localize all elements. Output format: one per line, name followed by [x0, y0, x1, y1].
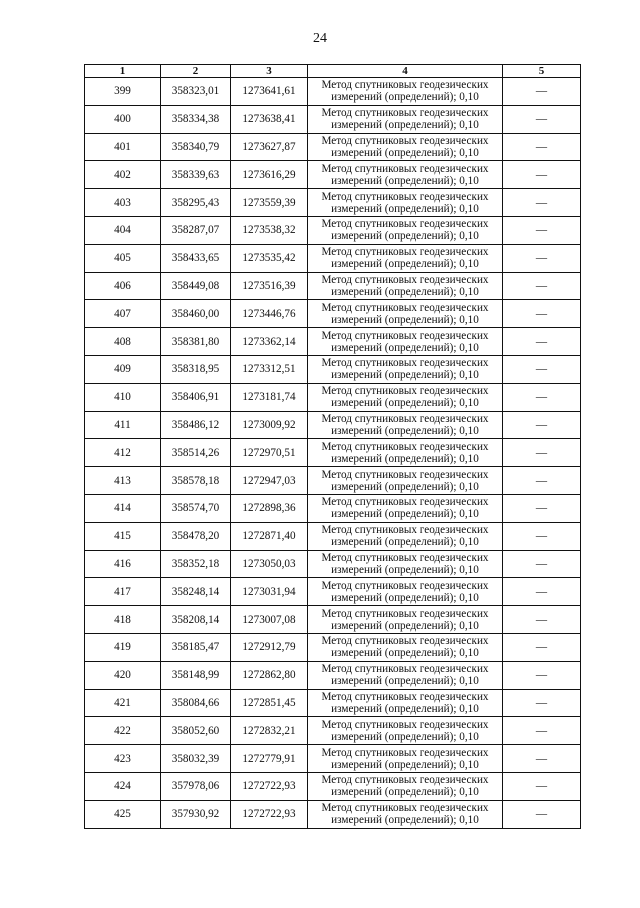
method-cell [308, 161, 503, 189]
note-cell: — [503, 661, 581, 689]
method-line-2: измерений (определений); 0,10 [331, 174, 479, 187]
x-coordinate-cell: 358295,43 [161, 189, 231, 217]
note-cell: — [503, 355, 581, 383]
x-coordinate-cell: 357978,06 [161, 772, 231, 800]
method-line-2: измерений (определений); 0,10 [331, 258, 479, 271]
table-row [85, 411, 581, 439]
x-coordinate-cell: 358449,08 [161, 272, 231, 300]
table-body [85, 78, 581, 829]
y-coordinate-cell: 1272722,93 [231, 772, 308, 800]
note-cell: — [503, 216, 581, 244]
note-cell: — [503, 439, 581, 467]
table-row [85, 467, 581, 495]
method-line-2: измерений (определений); 0,10 [331, 619, 479, 632]
note-cell: — [503, 105, 581, 133]
note-cell: — [503, 606, 581, 634]
method-line-2: измерений (определений); 0,10 [331, 452, 479, 465]
note-cell: — [503, 550, 581, 578]
note-cell: — [503, 578, 581, 606]
y-coordinate-cell: 1273007,08 [231, 606, 308, 634]
method-line-1: Метод спутниковых геодезических [321, 746, 489, 759]
method-line-1: Метод спутниковых геодезических [321, 579, 489, 592]
method-line-2: измерений (определений); 0,10 [331, 591, 479, 604]
y-coordinate-cell: 1272851,45 [231, 689, 308, 717]
table-row [85, 800, 581, 828]
point-number-cell: 409 [85, 355, 161, 383]
x-coordinate-cell: 358323,01 [161, 78, 231, 106]
method-line-1: Метод спутниковых геодезических [321, 79, 489, 92]
y-coordinate-cell: 1273516,39 [231, 272, 308, 300]
x-coordinate-cell: 358032,39 [161, 745, 231, 773]
method-line-1: Метод спутниковых геодезических [321, 635, 489, 648]
method-line-1: Метод спутниковых геодезических [321, 162, 489, 175]
x-coordinate-cell: 358334,38 [161, 105, 231, 133]
table-row [85, 550, 581, 578]
table-row [85, 244, 581, 272]
x-coordinate-cell: 358478,20 [161, 522, 231, 550]
method-line-2: измерений (определений); 0,10 [331, 730, 479, 743]
x-coordinate-cell: 358406,91 [161, 383, 231, 411]
y-coordinate-cell: 1273446,76 [231, 300, 308, 328]
point-number-cell: 413 [85, 467, 161, 495]
method-cell [308, 745, 503, 773]
note-cell: — [503, 411, 581, 439]
method-cell [308, 328, 503, 356]
point-number-cell: 420 [85, 661, 161, 689]
x-coordinate-cell: 358052,60 [161, 717, 231, 745]
table-row [85, 161, 581, 189]
table-row [85, 439, 581, 467]
table-row [85, 133, 581, 161]
x-coordinate-cell: 358514,26 [161, 439, 231, 467]
note-cell: — [503, 717, 581, 745]
y-coordinate-cell: 1273627,87 [231, 133, 308, 161]
table-row [85, 300, 581, 328]
x-coordinate-cell: 358460,00 [161, 300, 231, 328]
note-cell: — [503, 772, 581, 800]
note-cell: — [503, 78, 581, 106]
note-cell: — [503, 800, 581, 828]
y-coordinate-cell: 1273616,29 [231, 161, 308, 189]
table-row [85, 717, 581, 745]
method-line-1: Метод спутниковых геодезических [321, 218, 489, 231]
y-coordinate-cell: 1273559,39 [231, 189, 308, 217]
method-line-2: измерений (определений); 0,10 [331, 202, 479, 215]
point-number-cell: 417 [85, 578, 161, 606]
method-cell [308, 578, 503, 606]
method-line-2: измерений (определений); 0,10 [331, 814, 479, 827]
note-cell: — [503, 745, 581, 773]
method-cell [308, 661, 503, 689]
x-coordinate-cell: 358574,70 [161, 494, 231, 522]
table-row [85, 578, 581, 606]
method-line-1: Метод спутниковых геодезических [321, 468, 489, 481]
method-line-2: измерений (определений); 0,10 [331, 313, 479, 326]
method-cell [308, 133, 503, 161]
method-cell [308, 467, 503, 495]
table-row [85, 522, 581, 550]
table-row [85, 105, 581, 133]
x-coordinate-cell: 358339,63 [161, 161, 231, 189]
point-number-cell: 415 [85, 522, 161, 550]
y-coordinate-cell: 1273312,51 [231, 355, 308, 383]
note-cell: — [503, 328, 581, 356]
method-line-1: Метод спутниковых геодезических [321, 690, 489, 703]
method-line-2: измерений (определений); 0,10 [331, 702, 479, 715]
method-line-1: Метод спутниковых геодезических [321, 107, 489, 120]
x-coordinate-cell: 358318,95 [161, 355, 231, 383]
method-line-1: Метод спутниковых геодезических [321, 440, 489, 453]
note-cell: — [503, 272, 581, 300]
method-line-1: Метод спутниковых геодезических [321, 663, 489, 676]
note-cell: — [503, 522, 581, 550]
x-coordinate-cell: 358148,99 [161, 661, 231, 689]
method-line-2: измерений (определений); 0,10 [331, 369, 479, 382]
point-number-cell: 401 [85, 133, 161, 161]
y-coordinate-cell: 1273641,61 [231, 78, 308, 106]
header-col-2: 2 [161, 65, 231, 78]
method-cell [308, 550, 503, 578]
table-row [85, 355, 581, 383]
page-number: 24 [313, 31, 327, 46]
method-line-1: Метод спутниковых геодезических [321, 496, 489, 509]
table-row [85, 78, 581, 106]
y-coordinate-cell: 1272898,36 [231, 494, 308, 522]
method-line-1: Метод спутниковых геодезических [321, 301, 489, 314]
point-number-cell: 403 [85, 189, 161, 217]
point-number-cell: 405 [85, 244, 161, 272]
method-line-2: измерений (определений); 0,10 [331, 91, 479, 104]
method-line-2: измерений (определений); 0,10 [331, 758, 479, 771]
header-col-3: 3 [231, 65, 308, 78]
method-cell [308, 439, 503, 467]
table-row [85, 689, 581, 717]
point-number-cell: 421 [85, 689, 161, 717]
point-number-cell: 408 [85, 328, 161, 356]
y-coordinate-cell: 1273538,32 [231, 216, 308, 244]
note-cell: — [503, 494, 581, 522]
table-row [85, 272, 581, 300]
method-line-1: Метод спутниковых геодезических [321, 524, 489, 537]
method-line-1: Метод спутниковых геодезических [321, 802, 489, 815]
y-coordinate-cell: 1273362,14 [231, 328, 308, 356]
y-coordinate-cell: 1273535,42 [231, 244, 308, 272]
method-line-2: измерений (определений); 0,10 [331, 508, 479, 521]
method-line-1: Метод спутниковых геодезических [321, 551, 489, 564]
method-cell [308, 272, 503, 300]
method-cell [308, 772, 503, 800]
method-line-1: Метод спутниковых геодезических [321, 134, 489, 147]
method-line-2: измерений (определений); 0,10 [331, 786, 479, 799]
y-coordinate-cell: 1273031,94 [231, 578, 308, 606]
point-number-cell: 404 [85, 216, 161, 244]
point-number-cell: 400 [85, 105, 161, 133]
note-cell: — [503, 633, 581, 661]
y-coordinate-cell: 1272862,80 [231, 661, 308, 689]
method-cell [308, 689, 503, 717]
header-col-5: 5 [503, 65, 581, 78]
y-coordinate-cell: 1273181,74 [231, 383, 308, 411]
point-number-cell: 407 [85, 300, 161, 328]
method-line-2: измерений (определений); 0,10 [331, 563, 479, 576]
method-cell [308, 355, 503, 383]
method-line-2: измерений (определений); 0,10 [331, 397, 479, 410]
method-cell [308, 494, 503, 522]
table-header-row [85, 65, 581, 78]
x-coordinate-cell: 358248,14 [161, 578, 231, 606]
method-cell [308, 800, 503, 828]
method-line-1: Метод спутниковых геодезических [321, 246, 489, 259]
y-coordinate-cell: 1272947,03 [231, 467, 308, 495]
method-line-1: Метод спутниковых геодезических [321, 718, 489, 731]
table-row [85, 383, 581, 411]
y-coordinate-cell: 1273050,03 [231, 550, 308, 578]
method-line-2: измерений (определений); 0,10 [331, 146, 479, 159]
method-line-2: измерений (определений); 0,10 [331, 647, 479, 660]
method-cell [308, 244, 503, 272]
method-line-2: измерений (определений); 0,10 [331, 285, 479, 298]
method-cell [308, 216, 503, 244]
point-number-cell: 402 [85, 161, 161, 189]
method-cell [308, 189, 503, 217]
y-coordinate-cell: 1272871,40 [231, 522, 308, 550]
method-cell [308, 633, 503, 661]
x-coordinate-cell: 358486,12 [161, 411, 231, 439]
x-coordinate-cell: 357930,92 [161, 800, 231, 828]
point-number-cell: 416 [85, 550, 161, 578]
y-coordinate-cell: 1272832,21 [231, 717, 308, 745]
x-coordinate-cell: 358340,79 [161, 133, 231, 161]
y-coordinate-cell: 1272722,93 [231, 800, 308, 828]
table-row [85, 745, 581, 773]
note-cell: — [503, 689, 581, 717]
method-cell [308, 78, 503, 106]
method-line-2: измерений (определений); 0,10 [331, 675, 479, 688]
method-line-1: Метод спутниковых геодезических [321, 774, 489, 787]
point-number-cell: 425 [85, 800, 161, 828]
method-cell [308, 105, 503, 133]
x-coordinate-cell: 358287,07 [161, 216, 231, 244]
note-cell: — [503, 300, 581, 328]
header-col-1: 1 [85, 65, 161, 78]
method-line-2: измерений (определений); 0,10 [331, 119, 479, 132]
method-cell [308, 522, 503, 550]
point-number-cell: 424 [85, 772, 161, 800]
x-coordinate-cell: 358352,18 [161, 550, 231, 578]
method-cell [308, 411, 503, 439]
method-cell [308, 606, 503, 634]
header-col-4: 4 [308, 65, 503, 78]
method-line-2: измерений (определений); 0,10 [331, 424, 479, 437]
table-row [85, 633, 581, 661]
method-line-2: измерений (определений); 0,10 [331, 230, 479, 243]
point-number-cell: 423 [85, 745, 161, 773]
y-coordinate-cell: 1272970,51 [231, 439, 308, 467]
table-row [85, 606, 581, 634]
point-number-cell: 410 [85, 383, 161, 411]
y-coordinate-cell: 1272779,91 [231, 745, 308, 773]
note-cell: — [503, 244, 581, 272]
method-cell [308, 300, 503, 328]
table-row [85, 216, 581, 244]
method-line-2: измерений (определений); 0,10 [331, 536, 479, 549]
point-number-cell: 412 [85, 439, 161, 467]
y-coordinate-cell: 1273638,41 [231, 105, 308, 133]
table-row [85, 494, 581, 522]
table-row [85, 189, 581, 217]
method-line-2: измерений (определений); 0,10 [331, 341, 479, 354]
x-coordinate-cell: 358084,66 [161, 689, 231, 717]
note-cell: — [503, 467, 581, 495]
method-line-1: Метод спутниковых геодезических [321, 273, 489, 286]
x-coordinate-cell: 358185,47 [161, 633, 231, 661]
method-line-1: Метод спутниковых геодезических [321, 607, 489, 620]
method-line-1: Метод спутниковых геодезических [321, 412, 489, 425]
table-row [85, 772, 581, 800]
method-line-2: измерений (определений); 0,10 [331, 480, 479, 493]
table-row [85, 328, 581, 356]
point-number-cell: 422 [85, 717, 161, 745]
x-coordinate-cell: 358381,80 [161, 328, 231, 356]
method-line-1: Метод спутниковых геодезических [321, 329, 489, 342]
note-cell: — [503, 161, 581, 189]
method-cell [308, 717, 503, 745]
point-number-cell: 418 [85, 606, 161, 634]
note-cell: — [503, 383, 581, 411]
x-coordinate-cell: 358208,14 [161, 606, 231, 634]
point-number-cell: 419 [85, 633, 161, 661]
point-number-cell: 414 [85, 494, 161, 522]
method-line-1: Метод спутниковых геодезических [321, 385, 489, 398]
note-cell: — [503, 189, 581, 217]
point-number-cell: 399 [85, 78, 161, 106]
table-row [85, 661, 581, 689]
x-coordinate-cell: 358578,18 [161, 467, 231, 495]
method-cell [308, 383, 503, 411]
note-cell: — [503, 133, 581, 161]
y-coordinate-cell: 1273009,92 [231, 411, 308, 439]
y-coordinate-cell: 1272912,79 [231, 633, 308, 661]
point-number-cell: 411 [85, 411, 161, 439]
point-number-cell: 406 [85, 272, 161, 300]
coordinates-table [84, 64, 581, 829]
method-line-1: Метод спутниковых геодезических [321, 190, 489, 203]
method-line-1: Метод спутниковых геодезических [321, 357, 489, 370]
x-coordinate-cell: 358433,65 [161, 244, 231, 272]
